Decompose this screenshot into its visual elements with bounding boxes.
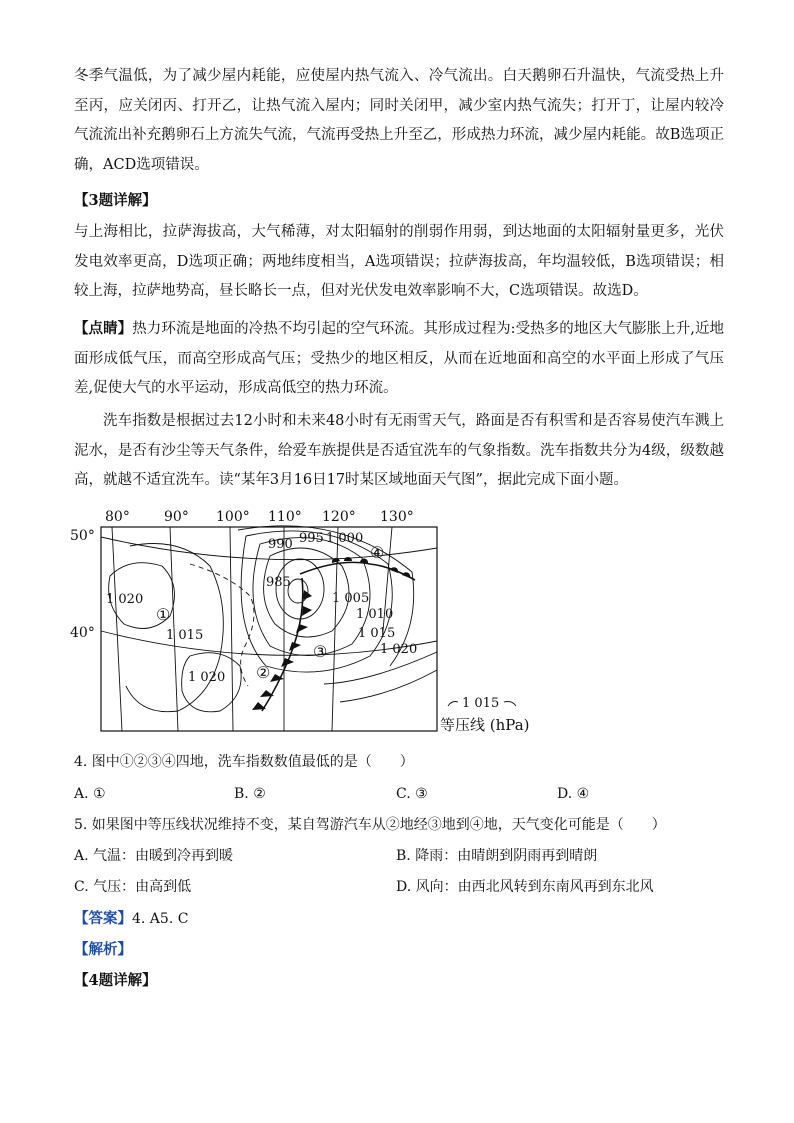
isobar-label: 990	[268, 537, 293, 552]
latitude-label: 50°	[70, 528, 95, 544]
q4-option-b[interactable]: B. ②	[234, 786, 266, 802]
q5-option-d[interactable]: D. 风向：由西北风转到东南风再到东北风	[396, 879, 654, 895]
q3-detail-heading: 【3题详解】	[74, 192, 157, 209]
cold-front-mark	[289, 642, 301, 651]
cold-front-mark	[302, 606, 312, 616]
answer-value: 4. A5. C	[132, 911, 189, 927]
answer-line	[74, 909, 188, 929]
longitude-line-80	[112, 527, 122, 731]
longitude-line-120	[332, 527, 338, 731]
latitude-label: 40°	[70, 625, 95, 641]
isobar-label: 985	[266, 575, 291, 590]
place-marker-4: ④	[370, 543, 385, 562]
q4-option-c[interactable]: C. ③	[396, 786, 428, 802]
isobar-label: 1 005	[332, 591, 370, 606]
isobar-label: 1 000	[326, 531, 364, 546]
isobar-label: 1 020	[106, 592, 144, 607]
weather-map	[70, 506, 550, 742]
longitude-label: 90°	[164, 509, 189, 525]
q3-detail-paragraph: 与上海相比，拉萨海拔高，大气稀薄，对太阳辐射的削弱作用弱，到达地面的太阳辐射量更多，光伏发电效率更高，D选项正确；两地纬度相当，A选项错误；拉萨海拔高，年均温较低，B选项错误；相较上海，拉萨地势高，昼长略长一点，但对光伏发电效率影响不大，C选项错误。故选D。	[74, 224, 724, 299]
legend-isobar-left	[448, 702, 458, 707]
isobar-label: 1 015	[358, 626, 396, 641]
q4-option-a[interactable]: A. ①	[74, 786, 106, 802]
question-4: 4. 图中①②③④四地，洗车指数数值最低的是（ ）	[74, 754, 414, 770]
place-marker-1: ①	[156, 605, 171, 624]
place-marker-3: ③	[313, 642, 328, 661]
q5-option-a[interactable]: A. 气温：由暖到冷再到暖	[74, 848, 234, 864]
isobar-1020-east	[340, 670, 437, 702]
context-intro: 洗车指数是根据过去12小时和未来48小时有无雨雪天气，路面是否有积雪和是否容易使汽车溅上泥水，是否有沙尘等天气条件，给爱车族提供是否适宜洗车的气象指数。洗车指数共分为4级，级数越高，就越不适宜洗车。读“某年3月16日17时某区域地面天气图”，据此完成下面小题。	[74, 413, 724, 488]
isobar-label: 1 020	[380, 642, 418, 657]
isobar-label: 1 015	[166, 628, 204, 643]
trough-line	[190, 564, 254, 686]
cold-front-mark	[303, 590, 312, 600]
q4-detail-heading: 【4题详解】	[74, 972, 157, 989]
legend-isobar-right	[504, 702, 516, 707]
explanation-paragraph-2: 冬季气温低，为了减少屋内耗能，应使屋内热气流入、冷气流出。白天鹅卵石升温快，气流受热上升至丙，应关闭丙、打开乙，让热气流入屋内；同时关闭甲，减少室内热气流失；打开丁，让屋内较冷气流流出补充鹅卵石上方流失气流，气流再受热上升至乙，形成热力环流，减少屋内耗能。故B选项正确，ACD选项错误。	[74, 68, 724, 173]
place-marker-2: ②	[256, 663, 271, 682]
longitude-label: 120°	[322, 509, 356, 525]
longitude-label: 130°	[380, 509, 414, 525]
tip-label: 【点睛】	[74, 320, 133, 337]
q4-option-d[interactable]: D. ④	[557, 786, 590, 802]
q5-option-b[interactable]: B. 降雨：由晴朗到阴雨再到晴朗	[396, 848, 598, 864]
isobar-label: 995	[299, 531, 324, 546]
longitude-label: 110°	[268, 509, 302, 525]
cold-front-mark	[252, 702, 266, 710]
legend-label: 等压线 (hPa)	[440, 716, 530, 734]
weather-map-svg	[70, 506, 550, 742]
isobar-label: 1 010	[356, 607, 394, 622]
question-5: 5. 如果图中等压线状况维持不变，某自驾游汽车从②地经③地到④地，天气变化可能是（ ）	[74, 817, 666, 833]
isobar-label: 1 020	[188, 670, 226, 685]
tip-paragraph	[74, 314, 724, 404]
longitude-label: 80°	[105, 509, 130, 525]
cold-front-mark	[296, 624, 308, 633]
legend-isobar-value: 1 015	[462, 696, 500, 711]
answer-label: 【答案】	[74, 910, 132, 927]
longitude-label: 100°	[216, 509, 250, 525]
warm-front-mark	[390, 567, 398, 573]
cold-front-mark	[281, 658, 294, 667]
q5-option-c[interactable]: C. 气压：由高到低	[74, 879, 192, 895]
tip-text: 热力环流是地面的冷热不均引起的空气环流。其形成过程为:受热多的地区大气膨胀上升,近地面形成低气压，而高空形成高气压；受热少的地区相反，从而在近地面和高空的水平面上形成了气压差,促使大气的水平运动，形成高低空的热力环流。	[74, 321, 725, 396]
analysis-heading: 【解析】	[74, 941, 132, 958]
